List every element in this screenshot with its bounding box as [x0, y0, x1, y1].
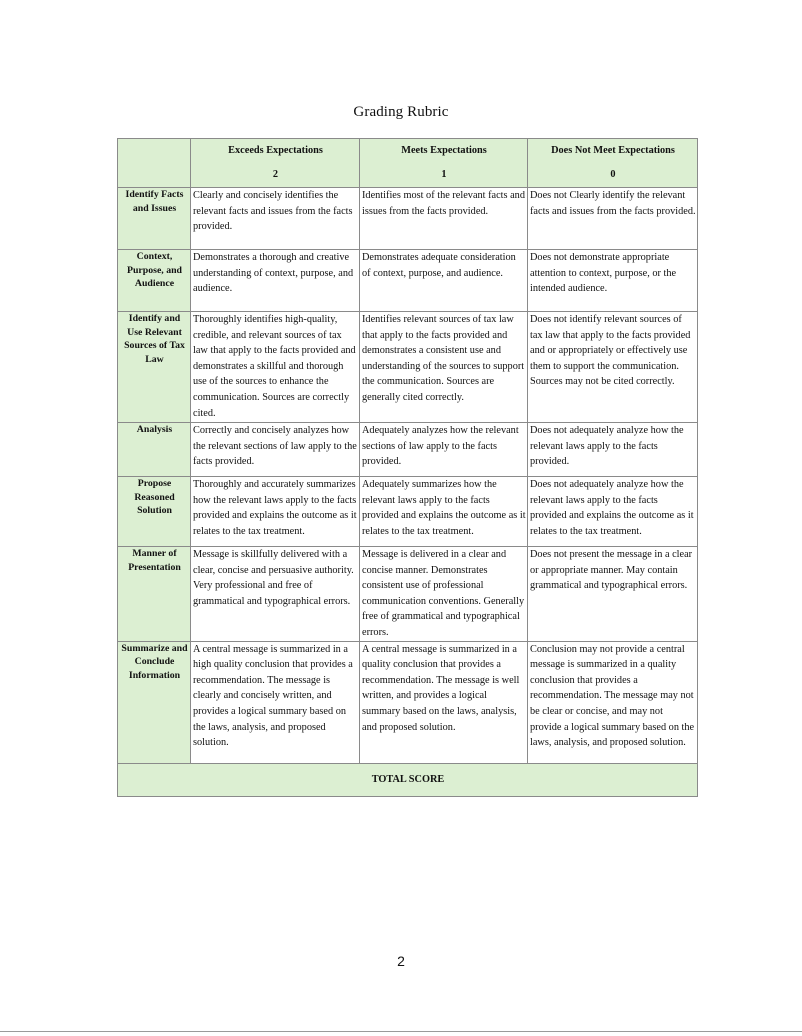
rubric-row-identify-facts: [118, 188, 698, 250]
grading-rubric-table: [117, 138, 698, 797]
page-bottom-divider: [0, 1031, 802, 1032]
exceeds-cell: Correctly and concisely analyzes how the relevant sections of law apply to the facts provided.: [191, 423, 360, 477]
criterion-label: Manner of Presentation: [118, 547, 191, 642]
meets-cell: Adequately analyzes how the relevant sections of law apply to the facts provided.: [360, 423, 528, 477]
rubric-header-row: [118, 139, 698, 188]
total-score-row: [118, 763, 698, 796]
column-label: Meets Expectations: [401, 145, 487, 156]
exceeds-cell: A central message is summarized in a high quality conclusion that provides a recommendation. The message is clearly and concisely written, and provides a logical summary based on the laws, analysis, and proposed solution.: [191, 641, 360, 763]
rubric-corner-cell: [118, 139, 191, 188]
criterion-label: Analysis: [118, 423, 191, 477]
exceeds-cell: Thoroughly and accurately summarizes how the relevant laws apply to the facts provided and explains the outcome as it relates to the tax treatment.: [191, 477, 360, 547]
rubric-row-context: [118, 250, 698, 312]
column-label: Does Not Meet Expectations: [551, 145, 675, 156]
does-not-meet-cell: Does not Clearly identify the relevant facts and issues from the facts provided.: [528, 188, 698, 250]
total-score-label: TOTAL SCORE: [118, 763, 698, 796]
column-score: 1: [441, 169, 447, 180]
criterion-label: Context, Purpose, and Audience: [118, 250, 191, 312]
rubric-row-manner-of-presentation: [118, 547, 698, 642]
column-score: 2: [272, 169, 279, 180]
does-not-meet-cell: Does not adequately analyze how the relevant laws apply to the facts provided and explains the outcome as it relates to the tax treatment.: [528, 477, 698, 547]
rubric-row-sources-of-tax-law: [118, 312, 698, 423]
exceeds-cell: Thoroughly identifies high-quality, credible, and relevant sources of tax law that apply to the facts provided and demonstrates a skillful and thorough use of the sources to enhance the communication. Sources are correctly cited.: [191, 312, 360, 423]
does-not-meet-cell: Conclusion may not provide a central message is summarized in a quality conclusion that provides a recommendation. The message may not be clear or concise, and may not provide a logical summary based on the laws, analysis, and proposed solution.: [528, 641, 698, 763]
criterion-label: Identify and Use Relevant Sources of Tax Law: [118, 312, 191, 423]
column-header-exceeds: [191, 139, 360, 188]
meets-cell: Identifies relevant sources of tax law that apply to the facts provided and demonstrates a consistent use and understanding of the sources to support the communication. Sources are generally cited correctly.: [360, 312, 528, 423]
meets-cell: Message is delivered in a clear and concise manner. Demonstrates consistent use of professional communication conventions. Generally free of grammatical and typographical errors.: [360, 547, 528, 642]
does-not-meet-cell: Does not present the message in a clear or appropriate manner. May contain grammatical and typographical errors.: [528, 547, 698, 642]
exceeds-cell: Message is skillfully delivered with a clear, concise and persuasive authority. Very professional and free of grammatical and typographical errors.: [191, 547, 360, 642]
exceeds-cell: Clearly and concisely identifies the relevant facts and issues from the facts provided.: [191, 188, 360, 250]
rubric-row-propose-solution: [118, 477, 698, 547]
does-not-meet-cell: Does not demonstrate appropriate attention to context, purpose, or the intended audience.: [528, 250, 698, 312]
meets-cell: A central message is summarized in a quality conclusion that provides a recommendation. The message is well written, and provides a logical summary based on the laws, analysis, and proposed solution.: [360, 641, 528, 763]
does-not-meet-cell: Does not identify relevant sources of tax law that apply to the facts provided and or appropriately or effectively use them to support the communication. Sources may not be cited correctly.: [528, 312, 698, 423]
exceeds-cell: Demonstrates a thorough and creative understanding of context, purpose, and audience.: [191, 250, 360, 312]
column-header-does-not-meet: [528, 139, 698, 188]
meets-cell: Adequately summarizes how the relevant laws apply to the facts provided and explains the outcome as it relates to the tax treatment.: [360, 477, 528, 547]
meets-cell: Identifies most of the relevant facts and issues from the facts provided.: [360, 188, 528, 250]
column-score: 0: [610, 169, 616, 180]
page-number: 2: [397, 953, 405, 969]
does-not-meet-cell: Does not adequately analyze how the relevant laws apply to the facts provided.: [528, 423, 698, 477]
column-label: Exceeds Expectations: [228, 145, 323, 156]
rubric-row-summarize-conclude: [118, 641, 698, 763]
column-header-meets: [360, 139, 528, 188]
rubric-row-analysis: [118, 423, 698, 477]
page-title: Grading Rubric: [353, 104, 449, 120]
criterion-label: Summarize and Conclude Information: [118, 641, 191, 763]
criterion-label: Propose Reasoned Solution: [118, 477, 191, 547]
criterion-label: Identify Facts and Issues: [118, 188, 191, 250]
meets-cell: Demonstrates adequate consideration of context, purpose, and audience.: [360, 250, 528, 312]
